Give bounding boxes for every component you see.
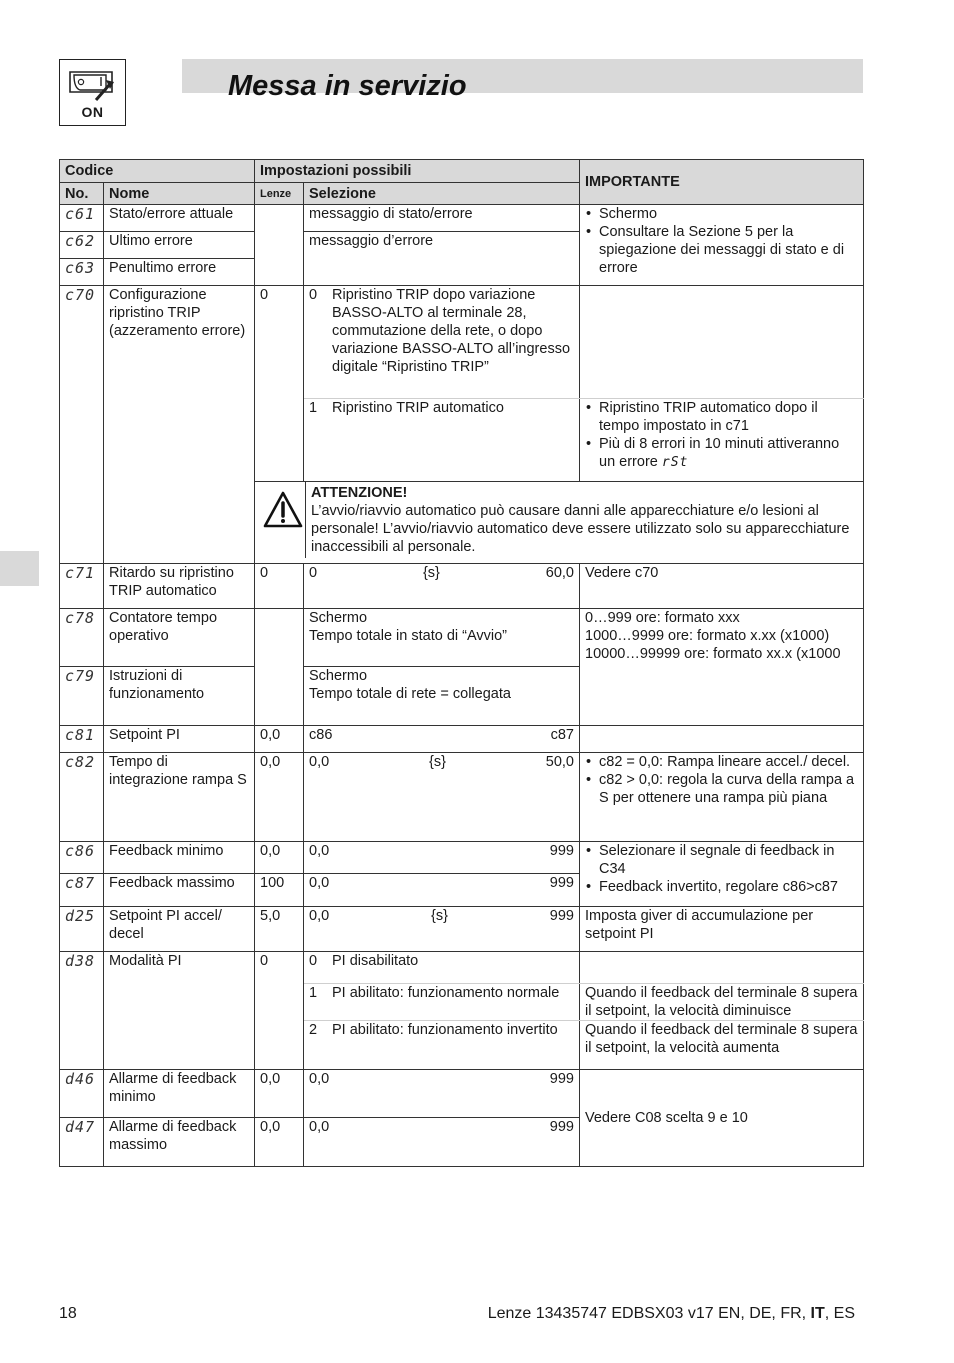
option-number: 1	[309, 985, 318, 1001]
important-cell: Imposta giver di accumulazione per setpoint PI	[580, 907, 864, 952]
important-cell	[580, 609, 864, 726]
selection-line: Schermo	[309, 610, 368, 626]
section-tab	[0, 551, 39, 586]
list-item: • Consultare la Sezione 5 per la spiegazione dei messaggi di stato e di errore	[599, 223, 858, 277]
doc-id: Lenze 13435747 EDBSX03 v17 EN, DE, FR,	[487, 1305, 807, 1322]
lenze-value: 0,0	[255, 726, 304, 753]
range-min: 0	[309, 565, 318, 581]
selection-cell	[304, 1070, 580, 1118]
param-code: c79	[60, 667, 104, 726]
important-cell	[580, 952, 864, 984]
selection-cell	[304, 399, 580, 482]
header-impostazioni: Impostazioni possibili	[255, 160, 580, 183]
selection-cell	[304, 984, 580, 1021]
format-line: 0…999 ore: formato xxx	[585, 610, 740, 626]
range-min: 0,0	[309, 843, 330, 859]
selection-cell	[304, 1118, 580, 1167]
selection-cell	[304, 842, 580, 874]
error-code: rSt	[661, 455, 689, 470]
param-name: Ritardo su ripristino TRIP automatico	[104, 564, 255, 609]
table-row	[60, 286, 864, 399]
lenze-value: 0	[255, 952, 304, 1070]
selection-cell: messaggio d’errore	[304, 232, 580, 286]
param-code: d25	[60, 907, 104, 952]
lenze-cell	[255, 609, 304, 726]
list-item-text: Più di 8 errori in 10 minuti attiveranno un errore	[599, 436, 840, 470]
option-text: Ripristino TRIP automatico	[332, 400, 504, 416]
selection-cell	[304, 1021, 580, 1070]
param-code: c86	[60, 842, 104, 874]
header-selezione: Selezione	[304, 183, 580, 205]
format-line: 10000…99999 ore: formato xx.x (x1000	[585, 646, 841, 662]
selection-cell	[304, 564, 580, 609]
param-code: c70	[60, 286, 104, 564]
range-min: 0,0	[309, 875, 330, 891]
switch-icon	[66, 66, 120, 102]
range-max: 999	[549, 1119, 574, 1135]
range-max: 60,0	[545, 565, 574, 581]
parameter-table	[59, 159, 864, 1167]
lenze-value: 0,0	[255, 753, 304, 842]
table-row	[60, 842, 864, 874]
range-min: 0,0	[309, 754, 330, 770]
page-number: 18	[59, 1305, 77, 1322]
param-code: c71	[60, 564, 104, 609]
list-item: • Schermo	[599, 205, 858, 223]
lenze-value: 0,0	[255, 842, 304, 874]
param-code: c78	[60, 609, 104, 667]
param-code: d47	[60, 1118, 104, 1167]
header-nome: Nome	[104, 183, 255, 205]
lenze-value: 5,0	[255, 907, 304, 952]
param-name: Feedback massimo	[104, 874, 255, 907]
important-cell: Vedere c70	[580, 564, 864, 609]
important-cell	[580, 842, 864, 907]
doc-reference	[488, 1305, 855, 1323]
range-unit: {s}	[429, 754, 446, 770]
range-min: c86	[309, 727, 333, 743]
important-cell: Quando il feedback del terminale 8 supera il setpoint, la velocità diminuisce	[580, 984, 864, 1021]
param-name: Stato/errore attuale	[104, 205, 255, 232]
range-unit: {s}	[431, 908, 448, 924]
range-max: 50,0	[545, 754, 574, 770]
param-code: c87	[60, 874, 104, 907]
header-no: No.	[60, 183, 104, 205]
selection-line: Schermo	[309, 668, 368, 684]
param-name: Tempo di integrazione rampa S	[104, 753, 255, 842]
param-code: c81	[60, 726, 104, 753]
lenze-value: 100	[255, 874, 304, 907]
option-number: 1	[309, 400, 318, 416]
param-code: c61	[60, 205, 104, 232]
selection-cell	[304, 753, 580, 842]
table-row	[60, 907, 864, 952]
param-name: Modalità PI	[104, 952, 255, 1070]
table-row	[60, 1070, 864, 1118]
list-item: • c82 = 0,0: Rampa lineare accel./ decel.	[599, 753, 858, 771]
range-min: 0,0	[309, 1071, 330, 1087]
table-row	[60, 205, 864, 232]
header-codice: Codice	[60, 160, 255, 183]
param-name: Istruzioni di funzionamento	[104, 667, 255, 726]
param-name: Configurazione ripristino TRIP (azzeramento errore)	[104, 286, 255, 564]
warning-icon	[260, 482, 306, 558]
list-item: • Ripristino TRIP automatico dopo il tempo impostato in c71	[599, 399, 858, 435]
header-importante: IMPORTANTE	[580, 160, 864, 205]
important-cell: Quando il feedback del terminale 8 supera il setpoint, la velocità aumenta	[580, 1021, 864, 1070]
selection-cell	[304, 609, 580, 667]
param-name: Setpoint PI	[104, 726, 255, 753]
on-label: ON	[81, 104, 104, 120]
selection-line: Tempo totale di rete = collegata	[309, 686, 511, 702]
option-text: PI disabilitato	[332, 953, 419, 969]
option-text: PI abilitato: funzionamento normale	[332, 985, 560, 1001]
warning-text: L’avvio/riavvio automatico può causare danni alle apparecchiature e/o lesioni al personale! L’avvio/riavvio automatico deve essere utilizzato solo su apparecchiature inaccessibili al personale.	[311, 503, 850, 555]
selection-cell: messaggio di stato/errore	[304, 205, 580, 232]
param-name: Ultimo errore	[104, 232, 255, 259]
range-min: 0,0	[309, 1119, 330, 1135]
param-name: Feedback minimo	[104, 842, 255, 874]
selection-cell	[304, 952, 580, 984]
table-row	[60, 609, 864, 667]
param-code: c62	[60, 232, 104, 259]
param-code: d46	[60, 1070, 104, 1118]
param-code: c82	[60, 753, 104, 842]
table-row	[60, 753, 864, 842]
selection-cell	[304, 667, 580, 726]
lenze-value: 0,0	[255, 1118, 304, 1167]
page-title: Messa in servizio	[228, 70, 467, 102]
selection-cell	[304, 286, 580, 399]
list-item	[599, 435, 858, 472]
lenze-value: 0	[255, 564, 304, 609]
power-on-icon	[59, 59, 126, 126]
lenze-cell	[255, 205, 304, 286]
range-max: 999	[549, 908, 574, 924]
param-name: Penultimo errore	[104, 259, 255, 286]
range-max: 999	[549, 1071, 574, 1087]
range-max: 999	[549, 843, 574, 859]
warning-cell	[255, 482, 864, 564]
param-name: Setpoint PI accel/ decel	[104, 907, 255, 952]
table-row	[60, 726, 864, 753]
range-min: 0,0	[309, 908, 330, 924]
option-number: 2	[309, 1022, 318, 1038]
option-text: PI abilitato: funzionamento invertito	[332, 1022, 558, 1038]
important-cell	[580, 205, 864, 286]
important-cell	[580, 286, 864, 399]
current-language: IT	[810, 1305, 825, 1322]
important-cell: Vedere C08 scelta 9 e 10	[580, 1070, 864, 1167]
list-item: • Selezionare il segnale di feedback in C34	[599, 842, 858, 878]
lenze-value: 0	[255, 286, 304, 482]
format-line: 1000…9999 ore: formato x.xx (x1000)	[585, 628, 830, 644]
lenze-value: 0,0	[255, 1070, 304, 1118]
option-number: 0	[309, 953, 318, 969]
important-cell	[580, 726, 864, 753]
list-item: • c82 > 0,0: regola la curva della rampa a S per ottenere una rampa più piana	[599, 771, 858, 807]
selection-line: Tempo totale in stato di “Avvio”	[309, 628, 507, 644]
param-name: Allarme di feedback massimo	[104, 1118, 255, 1167]
list-item: • Feedback invertito, regolare c86>c87	[599, 878, 858, 896]
warning-title: ATTENZIONE!	[311, 485, 408, 501]
important-cell	[580, 399, 864, 482]
doc-id-end: , ES	[824, 1305, 855, 1322]
param-name: Allarme di feedback minimo	[104, 1070, 255, 1118]
range-unit: {s}	[422, 565, 440, 581]
table-row	[60, 952, 864, 984]
range-max: 999	[549, 875, 574, 891]
range-max: c87	[550, 727, 574, 743]
table-row	[60, 564, 864, 609]
header-lenze: Lenze	[255, 183, 304, 205]
important-cell	[580, 753, 864, 842]
selection-cell	[304, 907, 580, 952]
option-text: Ripristino TRIP dopo variazione BASSO-ALTO al terminale 28, commutazione della rete, o dopo variazione BASSO-ALTO all’ingresso digitale “Ripristino TRIP”	[332, 287, 571, 375]
option-number: 0	[309, 287, 318, 303]
param-name: Contatore tempo operativo	[104, 609, 255, 667]
param-code: d38	[60, 952, 104, 1070]
selection-cell	[304, 726, 580, 753]
selection-cell	[304, 874, 580, 907]
param-code: c63	[60, 259, 104, 286]
